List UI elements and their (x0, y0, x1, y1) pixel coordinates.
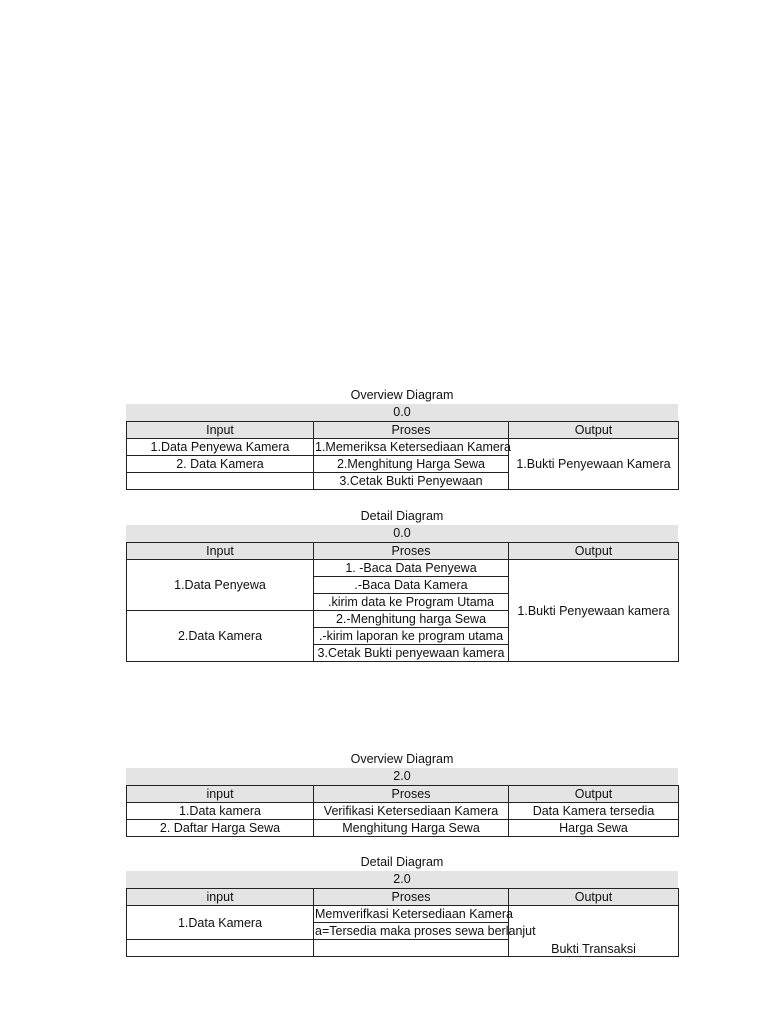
section-code: 2.0 (126, 871, 678, 888)
output-header: Output (509, 543, 679, 560)
ipo-table (126, 421, 679, 490)
section-code: 0.0 (126, 404, 678, 421)
proses-cell: .-kirim laporan ke program utama (314, 628, 509, 645)
section-title: Detail Diagram (360, 509, 444, 523)
proses-cell: 2.Menghitung Harga Sewa (314, 456, 509, 473)
proses-header: Proses (314, 543, 509, 560)
section-title: Overview Diagram (350, 752, 454, 766)
table-row (127, 560, 679, 577)
header-row (127, 889, 679, 906)
output-cell: Bukti Transaksi (509, 906, 679, 957)
input-cell: 2. Data Kamera (127, 456, 314, 473)
section-code: 0.0 (126, 525, 678, 542)
input-cell: 2.Data Kamera (127, 611, 314, 662)
input-cell: 2. Daftar Harga Sewa (127, 820, 314, 837)
proses-cell: 1. -Baca Data Penyewa (314, 560, 509, 577)
header-row (127, 543, 679, 560)
proses-cell (314, 940, 509, 957)
proses-header: Proses (314, 889, 509, 906)
proses-cell: .kirim data ke Program Utama (314, 594, 509, 611)
proses-cell: Menghitung Harga Sewa (314, 820, 509, 837)
header-row (127, 422, 679, 439)
table-row (127, 803, 679, 820)
input-cell (127, 940, 314, 957)
proses-cell: 3.Cetak Bukti penyewaan kamera (314, 645, 509, 662)
output-cell: 1.Bukti Penyewaan kamera (509, 560, 679, 662)
overview-diagram-0-0 (126, 387, 678, 490)
proses-cell: a=Tersedia maka proses sewa berlanjut (315, 924, 536, 938)
output-header: Output (509, 422, 679, 439)
input-cell: 1.Data kamera (127, 803, 314, 820)
proses-cell: 3.Cetak Bukti Penyewaan (314, 473, 509, 490)
input-cell: 1.Data Penyewa Kamera (127, 439, 314, 456)
input-header: input (127, 786, 314, 803)
header-row (127, 786, 679, 803)
ipo-table (126, 785, 679, 837)
proses-cell: Verifikasi Ketersediaan Kamera (314, 803, 509, 820)
output-header: Output (509, 786, 679, 803)
output-header: Output (509, 889, 679, 906)
proses-header: Proses (314, 422, 509, 439)
table-row (127, 906, 679, 923)
input-header: Input (127, 422, 314, 439)
output-cell: 1.Bukti Penyewaan Kamera (509, 439, 679, 490)
table-row (127, 820, 679, 837)
proses-cell: .-Baca Data Kamera (314, 577, 509, 594)
ipo-table (126, 888, 679, 957)
detail-diagram-2-0 (126, 854, 678, 957)
proses-header: Proses (314, 786, 509, 803)
detail-diagram-0-0 (126, 508, 678, 662)
proses-cell: Memverifkasi Ketersediaan Kamera (315, 907, 513, 921)
output-cell: Data Kamera tersedia (509, 803, 679, 820)
input-cell: 1.Data Penyewa (127, 560, 314, 611)
section-code: 2.0 (126, 768, 678, 785)
output-cell: Harga Sewa (509, 820, 679, 837)
table-row (127, 439, 679, 456)
overview-diagram-2-0 (126, 751, 678, 837)
proses-cell: 1.Memeriksa Ketersediaan Kamera (315, 440, 511, 454)
proses-cell: 2.-Menghitung harga Sewa (314, 611, 509, 628)
section-title: Detail Diagram (360, 855, 444, 869)
ipo-table (126, 542, 679, 662)
input-cell (127, 473, 314, 490)
input-header: input (127, 889, 314, 906)
input-cell: 1.Data Kamera (127, 906, 314, 940)
section-title: Overview Diagram (350, 388, 454, 402)
input-header: Input (127, 543, 314, 560)
